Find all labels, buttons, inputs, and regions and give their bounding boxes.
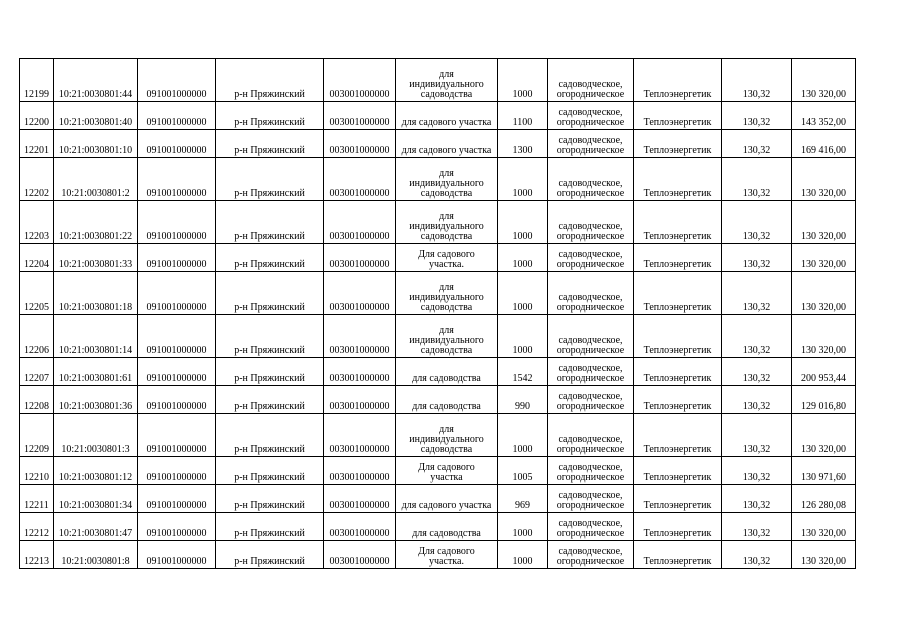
cell-okato: 091001000000 [138,158,216,201]
cell-purpose-line: для садового участка [401,117,492,128]
cell-organization: Теплоэнергетик [634,315,722,358]
cell-purpose-line: для садового участка [401,500,492,511]
table-row [20,244,856,272]
cell-sum: 130 320,00 [792,414,856,457]
cell-purpose-line: для садового участка [401,145,492,156]
cell-purpose-line: садоводства [420,302,473,313]
cell-district: р-н Пряжинский [216,513,324,541]
cell-sum: 130 320,00 [792,315,856,358]
cell-land-use-line: огородническое [556,89,625,100]
cell-land-use-line: садоводческое, [558,292,623,303]
cell-district: р-н Пряжинский [216,315,324,358]
cell-rate: 130,32 [722,201,792,244]
cell-land-use-line: огородническое [556,472,625,483]
cell-land-use [548,541,634,569]
cell-land-use-line: огородническое [556,528,625,539]
table-row [20,513,856,541]
cell-purpose-line: индивидуального [409,434,484,445]
cell-code: 003001000000 [324,272,396,315]
cell-number: 12213 [20,541,54,569]
cell-area: 1000 [498,244,548,272]
cell-cadastral-number: 10:21:0030801:18 [54,272,138,315]
cell-land-use [548,59,634,102]
table-row [20,315,856,358]
cell-code: 003001000000 [324,244,396,272]
cell-number: 12208 [20,386,54,414]
cell-code: 003001000000 [324,386,396,414]
cell-district: р-н Пряжинский [216,541,324,569]
table-row [20,358,856,386]
cell-number: 12209 [20,414,54,457]
cell-land-use-line: садоводческое, [558,462,623,473]
cell-okato: 091001000000 [138,386,216,414]
cell-land-use [548,457,634,485]
cell-number: 12204 [20,244,54,272]
cell-purpose [396,201,498,244]
cell-rate: 130,32 [722,414,792,457]
cell-purpose-line: для [439,325,454,336]
cell-district: р-н Пряжинский [216,59,324,102]
cell-okato: 091001000000 [138,201,216,244]
cell-district: р-н Пряжинский [216,102,324,130]
cell-land-use [548,272,634,315]
table-row [20,414,856,457]
cell-district: р-н Пряжинский [216,457,324,485]
table-row [20,485,856,513]
cell-code: 003001000000 [324,358,396,386]
cell-organization: Теплоэнергетик [634,272,722,315]
cell-purpose-line: для садоводства [412,373,481,384]
cell-land-use-line: садоводческое, [558,434,623,445]
cell-land-use-line: огородническое [556,556,625,567]
cell-okato: 091001000000 [138,414,216,457]
cell-purpose-line: садоводства [420,188,473,199]
cell-purpose [396,358,498,386]
cell-organization: Теплоэнергетик [634,513,722,541]
cell-sum: 130 320,00 [792,272,856,315]
cell-land-use-line: огородническое [556,500,625,511]
cell-land-use-line: садоводческое, [558,249,623,260]
cell-okato: 091001000000 [138,315,216,358]
cell-code: 003001000000 [324,59,396,102]
cell-number: 12202 [20,158,54,201]
cell-land-use [548,485,634,513]
cell-number: 12206 [20,315,54,358]
cell-district: р-н Пряжинский [216,386,324,414]
cell-organization: Теплоэнергетик [634,457,722,485]
cell-cadastral-number: 10:21:0030801:36 [54,386,138,414]
cell-land-use-line: садоводческое, [558,363,623,374]
cell-purpose [396,414,498,457]
cell-purpose-line: для садоводства [412,401,481,412]
cell-purpose-line: участка. [429,259,464,270]
cell-land-use-line: садоводческое, [558,221,623,232]
cell-purpose-line: для [439,211,454,222]
cell-rate: 130,32 [722,272,792,315]
cell-sum: 130 320,00 [792,201,856,244]
cell-okato: 091001000000 [138,272,216,315]
table-row [20,457,856,485]
cell-land-use-line: садоводческое, [558,546,623,557]
cell-cadastral-number: 10:21:0030801:8 [54,541,138,569]
cell-organization: Теплоэнергетик [634,59,722,102]
cell-cadastral-number: 10:21:0030801:2 [54,158,138,201]
cell-code: 003001000000 [324,414,396,457]
cell-purpose-line: Для садового [418,249,475,260]
cell-land-use [548,201,634,244]
cell-number: 12210 [20,457,54,485]
cell-land-use-line: садоводческое, [558,107,623,118]
cell-district: р-н Пряжинский [216,244,324,272]
cell-cadastral-number: 10:21:0030801:3 [54,414,138,457]
cell-sum: 143 352,00 [792,102,856,130]
cell-rate: 130,32 [722,386,792,414]
cell-number: 12205 [20,272,54,315]
cell-rate: 130,32 [722,358,792,386]
cell-okato: 091001000000 [138,485,216,513]
cell-code: 003001000000 [324,315,396,358]
cell-purpose-line: садоводства [420,89,473,100]
cell-area: 1100 [498,102,548,130]
land-plots-table [19,58,856,569]
table-row [20,201,856,244]
cell-area: 1000 [498,201,548,244]
cell-land-use-line: огородническое [556,345,625,356]
cell-area: 990 [498,386,548,414]
cell-organization: Теплоэнергетик [634,102,722,130]
cell-area: 1000 [498,158,548,201]
cell-organization: Теплоэнергетик [634,386,722,414]
cell-okato: 091001000000 [138,541,216,569]
cell-rate: 130,32 [722,513,792,541]
cell-cadastral-number: 10:21:0030801:33 [54,244,138,272]
cell-sum: 129 016,80 [792,386,856,414]
cell-sum: 126 280,08 [792,485,856,513]
cell-purpose [396,59,498,102]
cell-rate: 130,32 [722,541,792,569]
cell-organization: Теплоэнергетик [634,244,722,272]
cell-purpose-line: индивидуального [409,292,484,303]
cell-area: 969 [498,485,548,513]
cell-purpose-line: индивидуального [409,221,484,232]
table-row [20,59,856,102]
cell-purpose-line: участка. [429,556,464,567]
cell-purpose [396,485,498,513]
cell-sum: 200 953,44 [792,358,856,386]
cell-land-use [548,158,634,201]
cell-land-use [548,102,634,130]
cell-okato: 091001000000 [138,457,216,485]
cell-number: 12211 [20,485,54,513]
cell-okato: 091001000000 [138,130,216,158]
cell-land-use-line: садоводческое, [558,79,623,90]
cell-cadastral-number: 10:21:0030801:44 [54,59,138,102]
cell-purpose [396,457,498,485]
cell-purpose-line: для садоводства [412,528,481,539]
cell-area: 1000 [498,315,548,358]
cell-land-use-line: огородническое [556,302,625,313]
cell-land-use [548,244,634,272]
cell-purpose-line: индивидуального [409,178,484,189]
cell-rate: 130,32 [722,485,792,513]
cell-number: 12212 [20,513,54,541]
cell-purpose-line: для [439,69,454,80]
cell-district: р-н Пряжинский [216,414,324,457]
cell-land-use-line: садоводческое, [558,335,623,346]
cell-purpose-line: для [439,168,454,179]
cell-organization: Теплоэнергетик [634,130,722,158]
cell-district: р-н Пряжинский [216,272,324,315]
cell-code: 003001000000 [324,485,396,513]
cell-number: 12201 [20,130,54,158]
cell-okato: 091001000000 [138,513,216,541]
cell-area: 1000 [498,272,548,315]
cell-land-use [548,130,634,158]
table-body [20,59,856,569]
cell-sum: 130 320,00 [792,244,856,272]
cell-purpose [396,130,498,158]
cell-land-use-line: огородническое [556,259,625,270]
cell-rate: 130,32 [722,130,792,158]
cell-area: 1000 [498,59,548,102]
cell-sum: 130 320,00 [792,158,856,201]
cell-land-use-line: огородническое [556,117,625,128]
cell-area: 1000 [498,541,548,569]
cell-purpose [396,386,498,414]
cell-land-use-line: садоводческое, [558,391,623,402]
cell-organization: Теплоэнергетик [634,485,722,513]
cell-organization: Теплоэнергетик [634,158,722,201]
cell-district: р-н Пряжинский [216,485,324,513]
table-row [20,272,856,315]
cell-land-use [548,315,634,358]
cell-okato: 091001000000 [138,59,216,102]
cell-code: 003001000000 [324,158,396,201]
cell-purpose-line: для [439,424,454,435]
cell-district: р-н Пряжинский [216,130,324,158]
cell-purpose [396,244,498,272]
cell-rate: 130,32 [722,244,792,272]
cell-purpose [396,272,498,315]
cell-land-use-line: садоводческое, [558,135,623,146]
cell-code: 003001000000 [324,201,396,244]
cell-area: 1542 [498,358,548,386]
cell-organization: Теплоэнергетик [634,358,722,386]
cell-land-use-line: огородническое [556,401,625,412]
cell-sum: 130 971,60 [792,457,856,485]
cell-number: 12199 [20,59,54,102]
cell-cadastral-number: 10:21:0030801:14 [54,315,138,358]
cell-land-use [548,414,634,457]
cell-cadastral-number: 10:21:0030801:12 [54,457,138,485]
cell-rate: 130,32 [722,158,792,201]
cell-cadastral-number: 10:21:0030801:34 [54,485,138,513]
cell-okato: 091001000000 [138,244,216,272]
cell-purpose [396,513,498,541]
table-row [20,386,856,414]
cell-area: 1300 [498,130,548,158]
table-row [20,130,856,158]
cell-code: 003001000000 [324,130,396,158]
cell-rate: 130,32 [722,102,792,130]
cell-sum: 130 320,00 [792,59,856,102]
cell-rate: 130,32 [722,59,792,102]
cell-area: 1000 [498,513,548,541]
cell-number: 12207 [20,358,54,386]
cell-land-use [548,386,634,414]
cell-land-use-line: огородническое [556,373,625,384]
cell-land-use-line: огородническое [556,444,625,455]
cell-okato: 091001000000 [138,358,216,386]
cell-land-use-line: садоводческое, [558,178,623,189]
cell-rate: 130,32 [722,457,792,485]
cell-purpose-line: индивидуального [409,79,484,90]
cell-cadastral-number: 10:21:0030801:10 [54,130,138,158]
cell-purpose [396,102,498,130]
cell-organization: Теплоэнергетик [634,541,722,569]
cell-land-use-line: садоводческое, [558,518,623,529]
cell-area: 1000 [498,414,548,457]
cell-purpose [396,315,498,358]
cell-organization: Теплоэнергетик [634,201,722,244]
cell-cadastral-number: 10:21:0030801:61 [54,358,138,386]
cell-number: 12203 [20,201,54,244]
cell-purpose-line: садоводства [420,231,473,242]
cell-district: р-н Пряжинский [216,158,324,201]
cell-purpose-line: для [439,282,454,293]
cell-rate: 130,32 [722,315,792,358]
table-row [20,102,856,130]
cell-purpose-line: Для садового [418,462,475,473]
cell-cadastral-number: 10:21:0030801:22 [54,201,138,244]
table-row [20,541,856,569]
cell-land-use [548,358,634,386]
cell-land-use-line: огородническое [556,188,625,199]
cell-purpose [396,541,498,569]
cell-organization: Теплоэнергетик [634,414,722,457]
cell-code: 003001000000 [324,541,396,569]
cell-sum: 169 416,00 [792,130,856,158]
cell-purpose-line: садоводства [420,345,473,356]
cell-purpose-line: индивидуального [409,335,484,346]
cell-purpose [396,158,498,201]
cell-sum: 130 320,00 [792,541,856,569]
cell-district: р-н Пряжинский [216,201,324,244]
cell-code: 003001000000 [324,513,396,541]
cell-sum: 130 320,00 [792,513,856,541]
cell-purpose-line: Для садового [418,546,475,557]
cell-cadastral-number: 10:21:0030801:40 [54,102,138,130]
cell-code: 003001000000 [324,457,396,485]
table-row [20,158,856,201]
cell-cadastral-number: 10:21:0030801:47 [54,513,138,541]
cell-number: 12200 [20,102,54,130]
cell-land-use [548,513,634,541]
cell-district: р-н Пряжинский [216,358,324,386]
cell-code: 003001000000 [324,102,396,130]
cell-land-use-line: огородническое [556,145,625,156]
cell-land-use-line: садоводческое, [558,490,623,501]
cell-purpose-line: участка [430,472,463,483]
cell-land-use-line: огородническое [556,231,625,242]
cell-okato: 091001000000 [138,102,216,130]
cell-area: 1005 [498,457,548,485]
cell-purpose-line: садоводства [420,444,473,455]
